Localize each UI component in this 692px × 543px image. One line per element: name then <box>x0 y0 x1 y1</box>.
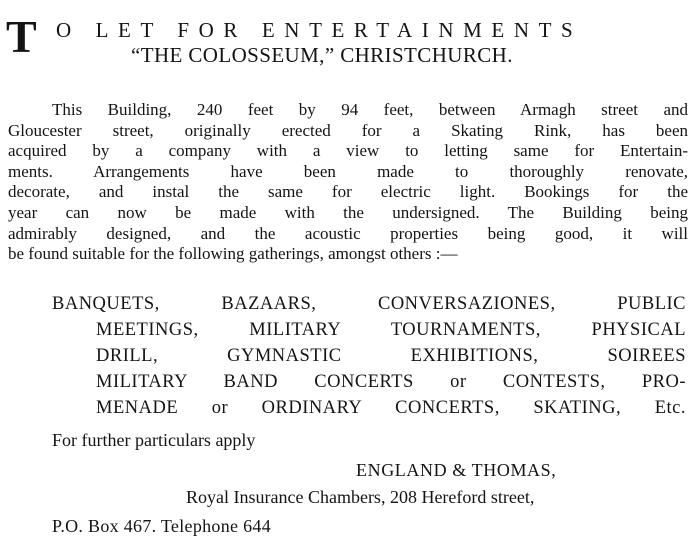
list-line: MENADE or ORDINARY CONCERTS, SKATING, Etc. <box>96 398 686 418</box>
heading-initial: T <box>6 11 37 62</box>
heading-title: O LET FOR ENTERTAINMENTS <box>56 18 583 42</box>
body-line: acquired by a company with a view to letting same for Entertain- <box>8 141 688 161</box>
body-line: This Building, 240 feet by 94 feet, between Armagh street and <box>52 100 688 119</box>
list-line: MILITARY BAND CONCERTS or CONTESTS, PRO- <box>96 372 686 392</box>
body-line: decorate, and instal the same for electric light. Bookings for the <box>8 182 688 202</box>
firm-name: ENGLAND & THOMAS, <box>356 460 557 480</box>
body-line: admirably designed, and the acoustic properties being good, it will <box>8 223 688 243</box>
contact-details: P.O. Box 467. Telephone 644 <box>52 516 272 536</box>
list-line: MEETINGS, MILITARY TOURNAMENTS, PHYSICAL <box>96 320 686 340</box>
body-line: year can now be made with the undersigned. The Building being <box>8 202 688 222</box>
heading-subtitle: “THE COLOSSEUM,” CHRISTCHURCH. <box>131 43 513 67</box>
body-line: Gloucester street, originally erected for a Skating Rink, has been <box>8 120 688 140</box>
event-types-list <box>52 291 686 421</box>
list-line: BANQUETS, BAZAARS, CONVERSAZIONES, PUBLIC <box>52 294 686 314</box>
body-paragraph <box>8 100 688 265</box>
further-particulars: For further particulars apply <box>52 430 256 450</box>
list-line: DRILL, GYMNASTIC EXHIBITIONS, SOIREES <box>96 346 686 366</box>
body-line: be found suitable for the following gatherings, amongst others :— <box>8 244 458 264</box>
firm-address: Royal Insurance Chambers, 208 Hereford street, <box>186 487 535 507</box>
body-line: ments. Arrangements have been made to thoroughly renovate, <box>8 161 688 181</box>
